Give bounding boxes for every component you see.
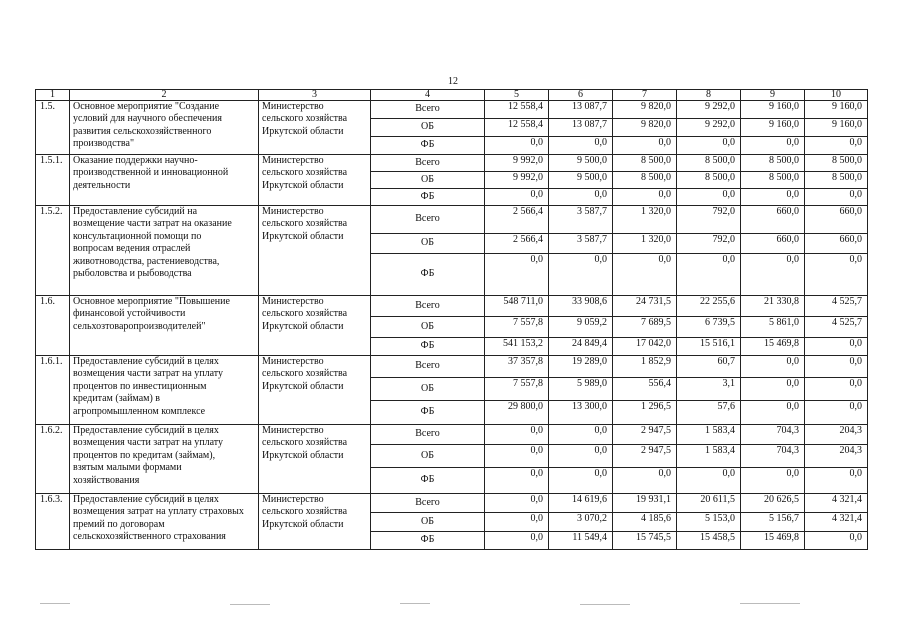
funding-source: Всего bbox=[371, 296, 485, 317]
amount-cell: 2 566,4 bbox=[485, 206, 549, 234]
funding-source: ФБ bbox=[371, 137, 485, 155]
amount-cell: 0,0 bbox=[677, 468, 741, 494]
amount-cell: 9 160,0 bbox=[805, 101, 868, 119]
item-name-line: Основное мероприятие "Повышение bbox=[73, 296, 230, 307]
amount-cell: 19 289,0 bbox=[549, 356, 613, 378]
amount-cell: 3,1 bbox=[677, 378, 741, 401]
item-name-line: премий по договорам bbox=[73, 518, 165, 530]
amount-cell: 0,0 bbox=[485, 532, 549, 550]
amount-cell: 11 549,4 bbox=[549, 532, 613, 550]
item-name-line: Предоставление субсидий в целях bbox=[73, 356, 219, 367]
amount-cell: 0,0 bbox=[677, 254, 741, 296]
amount-cell: 1 583,4 bbox=[677, 445, 741, 468]
amount-cell: 0,0 bbox=[741, 356, 805, 378]
amount-cell: 3 587,7 bbox=[549, 234, 613, 254]
amount-cell: 0,0 bbox=[549, 189, 613, 206]
amount-cell: 7 557,8 bbox=[485, 378, 549, 401]
responsible-org-line: Министерство bbox=[262, 494, 324, 505]
funding-source: Всего bbox=[371, 356, 485, 378]
amount-cell: 5 861,0 bbox=[741, 317, 805, 338]
amount-cell: 0,0 bbox=[741, 378, 805, 401]
amount-cell: 0,0 bbox=[741, 137, 805, 155]
amount-cell: 9 820,0 bbox=[613, 101, 677, 119]
amount-cell: 0,0 bbox=[677, 137, 741, 155]
amount-cell: 8 500,0 bbox=[613, 172, 677, 189]
amount-cell: 548 711,0 bbox=[485, 296, 549, 317]
amount-cell: 1 852,9 bbox=[613, 356, 677, 378]
amount-cell: 0,0 bbox=[805, 338, 868, 356]
amount-cell: 2 947,5 bbox=[613, 425, 677, 445]
amount-cell: 0,0 bbox=[741, 468, 805, 494]
amount-cell: 19 931,1 bbox=[613, 494, 677, 513]
amount-cell: 4 525,7 bbox=[805, 296, 868, 317]
funding-source: ОБ bbox=[371, 119, 485, 137]
amount-cell: 0,0 bbox=[805, 532, 868, 550]
table-row bbox=[36, 356, 868, 378]
amount-cell: 0,0 bbox=[805, 189, 868, 206]
funding-source: ФБ bbox=[371, 468, 485, 494]
amount-cell: 20 626,5 bbox=[741, 494, 805, 513]
amount-cell: 0,0 bbox=[677, 189, 741, 206]
item-name-line: сельхозтоваропроизводителей" bbox=[73, 320, 206, 332]
amount-cell: 0,0 bbox=[549, 254, 613, 296]
amount-cell: 9 500,0 bbox=[549, 155, 613, 172]
responsible-org bbox=[259, 206, 371, 296]
amount-cell: 15 469,8 bbox=[741, 338, 805, 356]
amount-cell: 9 992,0 bbox=[485, 155, 549, 172]
funding-source: ОБ bbox=[371, 513, 485, 532]
item-code: 1.5.1. bbox=[36, 155, 70, 206]
item-name-line: производственной и инновационной bbox=[73, 167, 229, 179]
amount-cell: 1 320,0 bbox=[613, 234, 677, 254]
amount-cell: 8 500,0 bbox=[677, 155, 741, 172]
amount-cell: 0,0 bbox=[485, 254, 549, 296]
amount-cell: 1 296,5 bbox=[613, 401, 677, 425]
funding-source: ФБ bbox=[371, 532, 485, 550]
table-row bbox=[36, 101, 868, 119]
funding-source: Всего bbox=[371, 155, 485, 172]
amount-cell: 541 153,2 bbox=[485, 338, 549, 356]
funding-source: ФБ bbox=[371, 189, 485, 206]
item-name-line: возмещения затрат на уплату страховых bbox=[73, 506, 244, 518]
amount-cell: 9 292,0 bbox=[677, 101, 741, 119]
funding-source: Всего bbox=[371, 101, 485, 119]
amount-cell: 0,0 bbox=[741, 401, 805, 425]
table-row bbox=[36, 206, 868, 234]
amount-cell: 660,0 bbox=[741, 206, 805, 234]
item-name bbox=[70, 206, 259, 296]
responsible-org bbox=[259, 296, 371, 356]
funding-source: ОБ bbox=[371, 234, 485, 254]
item-name-line: вопросам ведения отраслей bbox=[73, 243, 191, 255]
responsible-org-line: Иркутской области bbox=[262, 320, 344, 332]
table-body bbox=[36, 90, 868, 550]
responsible-org-line: Иркутской области bbox=[262, 230, 344, 242]
amount-cell: 5 156,7 bbox=[741, 513, 805, 532]
amount-cell: 8 500,0 bbox=[677, 172, 741, 189]
amount-cell: 0,0 bbox=[485, 513, 549, 532]
column-number: 5 bbox=[485, 90, 549, 101]
item-code: 1.6.2. bbox=[36, 425, 70, 494]
amount-cell: 3 070,2 bbox=[549, 513, 613, 532]
amount-cell: 0,0 bbox=[805, 378, 868, 401]
item-name-line: деятельности bbox=[73, 179, 131, 191]
column-number: 8 bbox=[677, 90, 741, 101]
column-number: 9 bbox=[741, 90, 805, 101]
item-code: 1.6.3. bbox=[36, 494, 70, 550]
amount-cell: 3 587,7 bbox=[549, 206, 613, 234]
item-name-line: условий для научного обеспечения bbox=[73, 113, 222, 125]
item-code: 1.5. bbox=[36, 101, 70, 155]
amount-cell: 7 557,8 bbox=[485, 317, 549, 338]
amount-cell: 13 087,7 bbox=[549, 119, 613, 137]
amount-cell: 0,0 bbox=[485, 425, 549, 445]
amount-cell: 4 185,6 bbox=[613, 513, 677, 532]
responsible-org bbox=[259, 494, 371, 550]
item-name bbox=[70, 425, 259, 494]
item-name-line: Предоставление субсидий на bbox=[73, 206, 198, 217]
responsible-org-line: Иркутской области bbox=[262, 179, 344, 191]
responsible-org bbox=[259, 356, 371, 425]
amount-cell: 15 469,8 bbox=[741, 532, 805, 550]
table-row bbox=[36, 155, 868, 172]
item-name-line: взятым малыми формами bbox=[73, 462, 182, 474]
responsible-org-line: сельского хозяйства bbox=[262, 506, 348, 518]
item-name-line: животноводства, растениеводства, bbox=[73, 255, 220, 267]
responsible-org-line: сельского хозяйства bbox=[262, 113, 348, 125]
item-name-line: консультационной помощи по bbox=[73, 230, 202, 242]
amount-cell: 0,0 bbox=[485, 468, 549, 494]
responsible-org bbox=[259, 425, 371, 494]
item-name-line: возмещения части затрат на уплату bbox=[73, 368, 224, 380]
amount-cell: 21 330,8 bbox=[741, 296, 805, 317]
amount-cell: 12 558,4 bbox=[485, 101, 549, 119]
item-name-line: производства" bbox=[73, 138, 135, 150]
item-name-line: Оказание поддержки научно- bbox=[73, 155, 198, 166]
item-name bbox=[70, 494, 259, 550]
item-name-line: процентов по кредитам (займам), bbox=[73, 449, 216, 461]
responsible-org-line: Иркутской области bbox=[262, 449, 344, 461]
item-name-line: возмещение части затрат на оказание bbox=[73, 218, 232, 230]
responsible-org-line: Министерство bbox=[262, 296, 324, 307]
item-code: 1.6.1. bbox=[36, 356, 70, 425]
budget-table bbox=[35, 89, 868, 550]
amount-cell: 9 292,0 bbox=[677, 119, 741, 137]
amount-cell: 204,3 bbox=[805, 425, 868, 445]
amount-cell: 14 619,6 bbox=[549, 494, 613, 513]
amount-cell: 704,3 bbox=[741, 425, 805, 445]
item-name-line: сельскохозяйственного страхования bbox=[73, 531, 226, 543]
responsible-org-line: сельского хозяйства bbox=[262, 167, 348, 179]
item-name-line: рыболовства и рыбоводства bbox=[73, 268, 192, 280]
funding-source: Всего bbox=[371, 494, 485, 513]
amount-cell: 0,0 bbox=[741, 254, 805, 296]
amount-cell: 0,0 bbox=[613, 189, 677, 206]
amount-cell: 660,0 bbox=[805, 234, 868, 254]
item-name-line: Предоставление субсидий в целях bbox=[73, 425, 219, 436]
amount-cell: 22 255,6 bbox=[677, 296, 741, 317]
scan-artifact bbox=[400, 603, 430, 604]
amount-cell: 12 558,4 bbox=[485, 119, 549, 137]
column-number-row bbox=[36, 90, 868, 101]
amount-cell: 33 908,6 bbox=[549, 296, 613, 317]
amount-cell: 9 992,0 bbox=[485, 172, 549, 189]
amount-cell: 0,0 bbox=[613, 137, 677, 155]
item-code: 1.6. bbox=[36, 296, 70, 356]
amount-cell: 792,0 bbox=[677, 206, 741, 234]
scan-artifact bbox=[230, 604, 270, 605]
amount-cell: 0,0 bbox=[805, 254, 868, 296]
column-number: 1 bbox=[36, 90, 70, 101]
column-number: 6 bbox=[549, 90, 613, 101]
responsible-org-line: Иркутской области bbox=[262, 380, 344, 392]
amount-cell: 5 153,0 bbox=[677, 513, 741, 532]
responsible-org bbox=[259, 101, 371, 155]
funding-source: ОБ bbox=[371, 172, 485, 189]
amount-cell: 0,0 bbox=[613, 254, 677, 296]
amount-cell: 20 611,5 bbox=[677, 494, 741, 513]
responsible-org-line: сельского хозяйства bbox=[262, 437, 348, 449]
responsible-org-line: Министерство bbox=[262, 206, 324, 217]
table-row bbox=[36, 296, 868, 317]
amount-cell: 9 160,0 bbox=[741, 119, 805, 137]
funding-source: ФБ bbox=[371, 401, 485, 425]
amount-cell: 4 321,4 bbox=[805, 513, 868, 532]
amount-cell: 6 739,5 bbox=[677, 317, 741, 338]
responsible-org-line: Министерство bbox=[262, 101, 324, 112]
funding-source: Всего bbox=[371, 425, 485, 445]
column-number: 10 bbox=[805, 90, 868, 101]
amount-cell: 0,0 bbox=[485, 445, 549, 468]
amount-cell: 0,0 bbox=[805, 468, 868, 494]
amount-cell: 0,0 bbox=[805, 137, 868, 155]
amount-cell: 0,0 bbox=[805, 356, 868, 378]
amount-cell: 8 500,0 bbox=[805, 172, 868, 189]
amount-cell: 13 087,7 bbox=[549, 101, 613, 119]
item-name-line: хозяйствования bbox=[73, 474, 140, 486]
amount-cell: 8 500,0 bbox=[741, 155, 805, 172]
amount-cell: 4 525,7 bbox=[805, 317, 868, 338]
amount-cell: 0,0 bbox=[741, 189, 805, 206]
responsible-org-line: Иркутской области bbox=[262, 518, 344, 530]
amount-cell: 4 321,4 bbox=[805, 494, 868, 513]
item-name-line: агропромышленном комплексе bbox=[73, 405, 206, 417]
item-name-line: развития сельскохозяйственного bbox=[73, 125, 212, 137]
scan-artifact bbox=[740, 603, 800, 604]
amount-cell: 7 689,5 bbox=[613, 317, 677, 338]
amount-cell: 0,0 bbox=[485, 494, 549, 513]
funding-source: ОБ bbox=[371, 317, 485, 338]
item-name-line: кредитам (займам) в bbox=[73, 393, 161, 405]
scan-artifact bbox=[40, 603, 70, 604]
table-row bbox=[36, 494, 868, 513]
funding-source: ОБ bbox=[371, 378, 485, 401]
item-name-line: Предоставление субсидий в целях bbox=[73, 494, 219, 505]
amount-cell: 2 947,5 bbox=[613, 445, 677, 468]
item-name bbox=[70, 356, 259, 425]
funding-source: Всего bbox=[371, 206, 485, 234]
amount-cell: 0,0 bbox=[805, 401, 868, 425]
responsible-org-line: сельского хозяйства bbox=[262, 308, 348, 320]
responsible-org-line: сельского хозяйства bbox=[262, 218, 348, 230]
amount-cell: 15 745,5 bbox=[613, 532, 677, 550]
item-name bbox=[70, 155, 259, 206]
amount-cell: 204,3 bbox=[805, 445, 868, 468]
amount-cell: 57,6 bbox=[677, 401, 741, 425]
column-number: 7 bbox=[613, 90, 677, 101]
amount-cell: 0,0 bbox=[549, 425, 613, 445]
amount-cell: 9 160,0 bbox=[805, 119, 868, 137]
amount-cell: 0,0 bbox=[613, 468, 677, 494]
amount-cell: 29 800,0 bbox=[485, 401, 549, 425]
column-number: 4 bbox=[371, 90, 485, 101]
item-name bbox=[70, 101, 259, 155]
responsible-org-line: Иркутской области bbox=[262, 125, 344, 137]
amount-cell: 0,0 bbox=[549, 468, 613, 494]
amount-cell: 556,4 bbox=[613, 378, 677, 401]
amount-cell: 0,0 bbox=[485, 189, 549, 206]
amount-cell: 8 500,0 bbox=[805, 155, 868, 172]
table-row bbox=[36, 425, 868, 445]
page-number: 12 bbox=[448, 76, 458, 87]
responsible-org bbox=[259, 155, 371, 206]
scan-artifact bbox=[580, 604, 630, 605]
amount-cell: 0,0 bbox=[485, 137, 549, 155]
amount-cell: 1 320,0 bbox=[613, 206, 677, 234]
amount-cell: 660,0 bbox=[805, 206, 868, 234]
amount-cell: 17 042,0 bbox=[613, 338, 677, 356]
amount-cell: 60,7 bbox=[677, 356, 741, 378]
amount-cell: 704,3 bbox=[741, 445, 805, 468]
amount-cell: 15 458,5 bbox=[677, 532, 741, 550]
amount-cell: 792,0 bbox=[677, 234, 741, 254]
item-name-line: финансовой устойчивости bbox=[73, 308, 186, 320]
funding-source: ФБ bbox=[371, 254, 485, 296]
amount-cell: 24 731,5 bbox=[613, 296, 677, 317]
amount-cell: 0,0 bbox=[549, 137, 613, 155]
amount-cell: 8 500,0 bbox=[741, 172, 805, 189]
column-number: 3 bbox=[259, 90, 371, 101]
amount-cell: 13 300,0 bbox=[549, 401, 613, 425]
item-name bbox=[70, 296, 259, 356]
item-code: 1.5.2. bbox=[36, 206, 70, 296]
amount-cell: 9 160,0 bbox=[741, 101, 805, 119]
amount-cell: 660,0 bbox=[741, 234, 805, 254]
item-name-line: процентов по инвестиционным bbox=[73, 380, 207, 392]
column-number: 2 bbox=[70, 90, 259, 101]
amount-cell: 24 849,4 bbox=[549, 338, 613, 356]
responsible-org-line: Министерство bbox=[262, 155, 324, 166]
amount-cell: 37 357,8 bbox=[485, 356, 549, 378]
funding-source: ОБ bbox=[371, 445, 485, 468]
funding-source: ФБ bbox=[371, 338, 485, 356]
amount-cell: 5 989,0 bbox=[549, 378, 613, 401]
amount-cell: 15 516,1 bbox=[677, 338, 741, 356]
amount-cell: 9 500,0 bbox=[549, 172, 613, 189]
responsible-org-line: Министерство bbox=[262, 356, 324, 367]
amount-cell: 2 566,4 bbox=[485, 234, 549, 254]
item-name-line: Основное мероприятие "Создание bbox=[73, 101, 220, 112]
amount-cell: 0,0 bbox=[549, 445, 613, 468]
amount-cell: 9 820,0 bbox=[613, 119, 677, 137]
amount-cell: 1 583,4 bbox=[677, 425, 741, 445]
responsible-org-line: сельского хозяйства bbox=[262, 368, 348, 380]
amount-cell: 8 500,0 bbox=[613, 155, 677, 172]
responsible-org-line: Министерство bbox=[262, 425, 324, 436]
item-name-line: возмещения части затрат на уплату bbox=[73, 437, 224, 449]
amount-cell: 9 059,2 bbox=[549, 317, 613, 338]
